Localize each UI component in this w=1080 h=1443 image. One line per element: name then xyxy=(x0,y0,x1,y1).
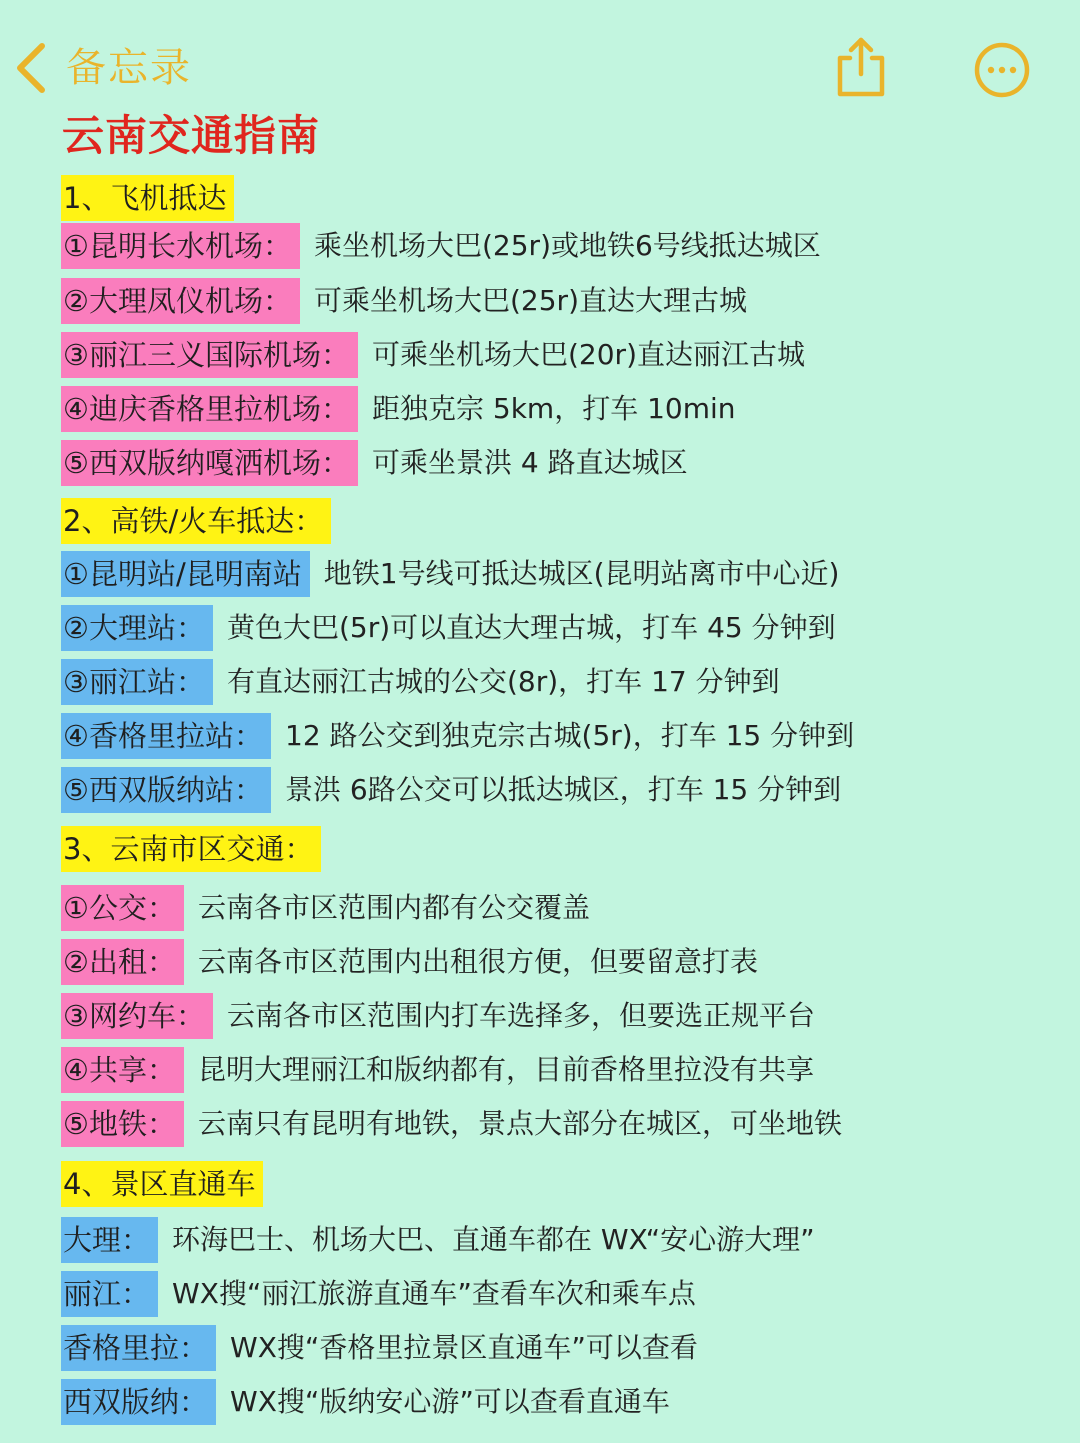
item-text: 12 路公交到独克宗古城(5r)，打车 15 分钟到 xyxy=(285,719,855,752)
item-tag: ①昆明站/昆明南站 xyxy=(61,551,310,597)
list-item xyxy=(61,659,780,705)
item-tag: 丽江： xyxy=(61,1271,158,1317)
list-item xyxy=(61,1325,698,1371)
item-text: 距独克宗 5km，打车 10min xyxy=(372,392,736,425)
item-tag: ④迪庆香格里拉机场： xyxy=(61,386,358,432)
item-tag: 香格里拉： xyxy=(61,1325,216,1371)
section-heading xyxy=(61,826,321,872)
list-item xyxy=(61,993,815,1039)
item-text: 云南只有昆明有地铁，景点大部分在城区，可坐地铁 xyxy=(198,1107,843,1140)
item-tag: ②大理凤仪机场： xyxy=(61,278,300,324)
section-heading-label: 4、景区直通车 xyxy=(61,1161,263,1207)
list-item xyxy=(61,605,836,651)
section-heading-label: 1、飞机抵达 xyxy=(61,175,234,221)
item-text: 黄色大巴(5r)可以直达大理古城，打车 45 分钟到 xyxy=(227,611,836,644)
list-item xyxy=(61,767,841,813)
list-item xyxy=(61,1271,696,1317)
item-text: 云南各市区范围内打车选择多，但要选正规平台 xyxy=(227,999,816,1032)
share-button[interactable] xyxy=(832,34,890,100)
item-text: 景洪 6路公交可以抵达城区，打车 15 分钟到 xyxy=(285,773,842,806)
list-item xyxy=(61,440,688,486)
item-text: WX搜“版纳安心游”可以查看直通车 xyxy=(230,1385,670,1418)
list-item xyxy=(61,1101,842,1147)
section-heading-label: 3、云南市区交通： xyxy=(61,826,321,872)
item-tag: 西双版纳： xyxy=(61,1379,216,1425)
section-heading xyxy=(61,498,331,544)
item-tag: 大理： xyxy=(61,1217,158,1263)
item-text: 乘坐机场大巴(25r)或地铁6号线抵达城区 xyxy=(314,229,821,262)
list-item xyxy=(61,1217,815,1263)
list-item xyxy=(61,713,854,759)
list-item xyxy=(61,885,590,931)
item-tag: ①公交： xyxy=(61,885,184,931)
item-tag: ②大理站： xyxy=(61,605,213,651)
item-tag: ③网约车： xyxy=(61,993,213,1039)
list-item xyxy=(61,332,805,378)
share-icon xyxy=(832,34,890,100)
back-label[interactable]: 备忘录 xyxy=(66,45,192,91)
top-navigation-bar xyxy=(0,0,1080,110)
list-item xyxy=(61,551,839,597)
item-tag: ④香格里拉站： xyxy=(61,713,271,759)
section-heading xyxy=(61,175,234,221)
item-text: 昆明大理丽江和版纳都有，目前香格里拉没有共享 xyxy=(198,1053,815,1086)
item-tag: ⑤西双版纳站： xyxy=(61,767,271,813)
list-item xyxy=(61,278,747,324)
item-tag: ⑤地铁： xyxy=(61,1101,184,1147)
item-text: 地铁1号线可抵达城区(昆明站离市中心近) xyxy=(323,557,840,590)
item-tag: ③丽江站： xyxy=(61,659,213,705)
more-options-button[interactable] xyxy=(972,40,1032,100)
list-item xyxy=(61,1047,814,1093)
list-item xyxy=(61,386,736,432)
list-item xyxy=(61,1379,670,1425)
list-item xyxy=(61,939,758,985)
item-tag: ⑤西双版纳嘎洒机场： xyxy=(61,440,358,486)
item-text: 可乘坐机场大巴(25r)直达大理古城 xyxy=(314,284,747,317)
item-tag: ①昆明长水机场： xyxy=(61,223,300,269)
item-text: 有直达丽江古城的公交(8r)，打车 17 分钟到 xyxy=(227,665,780,698)
item-tag: ③丽江三义国际机场： xyxy=(61,332,358,378)
item-text: 环海巴士、机场大巴、直通车都在 WX“安心游大理” xyxy=(172,1223,815,1256)
item-tag: ④共享： xyxy=(61,1047,184,1093)
item-tag: ②出租： xyxy=(61,939,184,985)
item-text: 云南各市区范围内都有公交覆盖 xyxy=(198,891,591,924)
more-icon xyxy=(972,40,1032,100)
item-text: 可乘坐机场大巴(20r)直达丽江古城 xyxy=(372,338,805,371)
list-item xyxy=(61,223,821,269)
item-text: WX搜“丽江旅游直通车”查看车次和乘车点 xyxy=(172,1277,696,1310)
back-button[interactable] xyxy=(12,40,52,96)
note-title: 云南交通指南 xyxy=(62,111,321,160)
item-text: 可乘坐景洪 4 路直达城区 xyxy=(372,446,688,479)
section-heading xyxy=(61,1161,263,1207)
item-text: 云南各市区范围内出租很方便，但要留意打表 xyxy=(198,945,759,978)
section-heading-label: 2、高铁/火车抵达： xyxy=(61,498,331,544)
item-text: WX搜“香格里拉景区直通车”可以查看 xyxy=(230,1331,698,1364)
chevron-left-icon xyxy=(12,40,52,96)
